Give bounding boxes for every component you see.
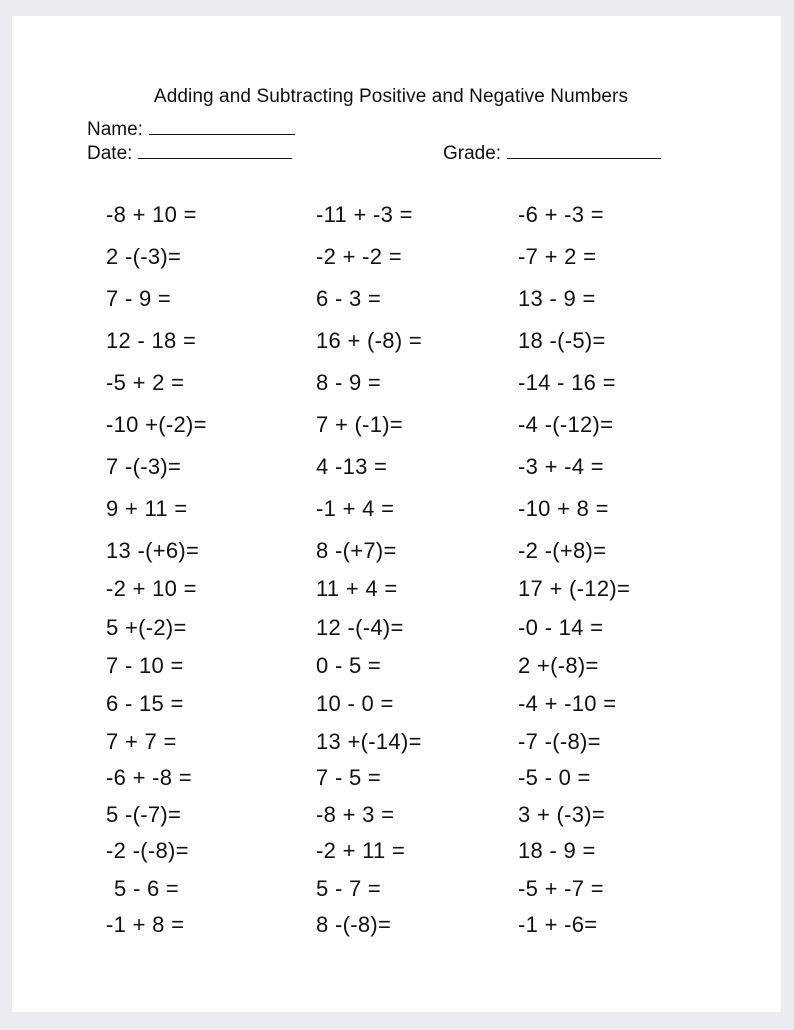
problem-1-9: 13 -(+6)= bbox=[106, 538, 200, 563]
problem-2-17: -2 + 11 = bbox=[316, 838, 406, 863]
problem-1-14: 7 + 7 = bbox=[106, 729, 177, 754]
problem-2-8: -1 + 4 = bbox=[316, 496, 395, 521]
problem-2-16: -8 + 3 = bbox=[316, 802, 395, 827]
date-field bbox=[87, 143, 292, 165]
problem-1-15: -6 + -8 = bbox=[106, 765, 192, 790]
problem-1-3: 7 - 9 = bbox=[106, 286, 172, 311]
problem-3-3: 13 - 9 = bbox=[518, 286, 596, 311]
problem-3-7: -3 + -4 = bbox=[518, 454, 604, 479]
problem-1-13: 6 - 15 = bbox=[106, 691, 184, 716]
problem-1-7: 7 -(-3)= bbox=[106, 454, 182, 479]
problem-3-4: 18 -(-5)= bbox=[518, 328, 606, 353]
problem-1-18: 5 - 6 = bbox=[114, 876, 180, 901]
grade-field bbox=[443, 143, 661, 165]
problem-3-15: -5 - 0 = bbox=[518, 765, 591, 790]
problem-2-19: 8 -(-8)= bbox=[316, 912, 392, 937]
problem-2-18: 5 - 7 = bbox=[316, 876, 382, 901]
grade-label: Grade: bbox=[443, 143, 502, 164]
grade-line bbox=[507, 157, 661, 159]
problem-2-3: 6 - 3 = bbox=[316, 286, 382, 311]
problem-3-16: 3 + (-3)= bbox=[518, 802, 606, 827]
name-label: Name: bbox=[87, 119, 143, 140]
problem-2-1: -11 + -3 = bbox=[316, 202, 413, 227]
problem-3-12: 2 +(-8)= bbox=[518, 653, 599, 678]
problem-1-17: -2 -(-8)= bbox=[106, 838, 189, 863]
problem-3-9: -2 -(+8)= bbox=[518, 538, 607, 563]
problem-1-12: 7 - 10 = bbox=[106, 653, 184, 678]
name-field bbox=[87, 119, 295, 141]
problem-2-10: 11 + 4 = bbox=[316, 576, 398, 601]
problem-2-6: 7 + (-1)= bbox=[316, 412, 404, 437]
problem-1-11: 5 +(-2)= bbox=[106, 615, 187, 640]
problem-1-4: 12 - 18 = bbox=[106, 328, 197, 353]
problem-1-19: -1 + 8 = bbox=[106, 912, 185, 937]
problem-3-8: -10 + 8 = bbox=[518, 496, 609, 521]
problem-3-6: -4 -(-12)= bbox=[518, 412, 614, 437]
worksheet-page bbox=[12, 16, 781, 1012]
problem-2-11: 12 -(-4)= bbox=[316, 615, 404, 640]
problem-3-10: 17 + (-12)= bbox=[518, 576, 631, 601]
problem-2-7: 4 -13 = bbox=[316, 454, 388, 479]
problem-2-13: 10 - 0 = bbox=[316, 691, 394, 716]
problem-2-12: 0 - 5 = bbox=[316, 653, 382, 678]
problem-3-19: -1 + -6= bbox=[518, 912, 598, 937]
problem-2-5: 8 - 9 = bbox=[316, 370, 382, 395]
problem-2-15: 7 - 5 = bbox=[316, 765, 382, 790]
problem-3-18: -5 + -7 = bbox=[518, 876, 604, 901]
problem-3-1: -6 + -3 = bbox=[518, 202, 604, 227]
problem-1-10: -2 + 10 = bbox=[106, 576, 197, 601]
problem-1-2: 2 -(-3)= bbox=[106, 244, 182, 269]
problem-3-2: -7 + 2 = bbox=[518, 244, 597, 269]
problem-3-11: -0 - 14 = bbox=[518, 615, 604, 640]
problem-1-8: 9 + 11 = bbox=[106, 496, 188, 521]
problem-2-9: 8 -(+7)= bbox=[316, 538, 397, 563]
problem-1-16: 5 -(-7)= bbox=[106, 802, 182, 827]
problem-2-14: 13 +(-14)= bbox=[316, 729, 422, 754]
date-line bbox=[138, 157, 292, 159]
name-line bbox=[149, 133, 295, 135]
problem-3-14: -7 -(-8)= bbox=[518, 729, 601, 754]
problem-1-1: -8 + 10 = bbox=[106, 202, 197, 227]
date-label: Date: bbox=[87, 143, 133, 164]
problem-2-2: -2 + -2 = bbox=[316, 244, 402, 269]
problem-2-4: 16 + (-8) = bbox=[316, 328, 423, 353]
problem-1-5: -5 + 2 = bbox=[106, 370, 185, 395]
problem-3-13: -4 + -10 = bbox=[518, 691, 617, 716]
worksheet-title: Adding and Subtracting Positive and Negative Numbers bbox=[153, 86, 629, 107]
problem-3-17: 18 - 9 = bbox=[518, 838, 596, 863]
problem-1-6: -10 +(-2)= bbox=[106, 412, 207, 437]
problem-3-5: -14 - 16 = bbox=[518, 370, 616, 395]
